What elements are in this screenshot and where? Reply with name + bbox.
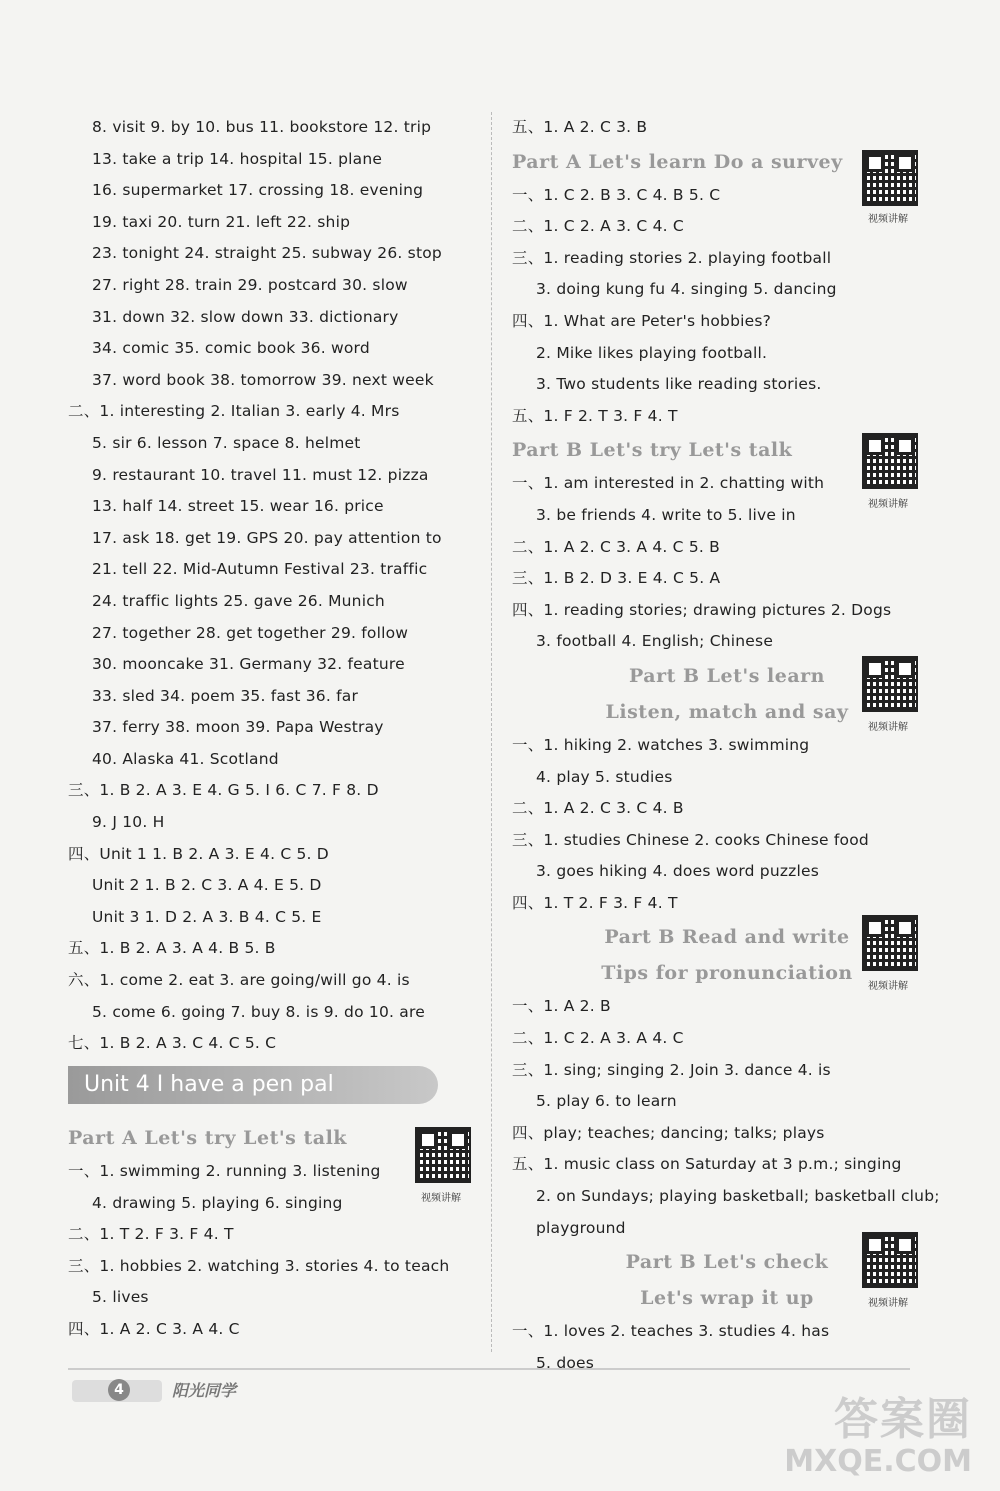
answer-line: 四、1. reading stories; drawing pictures 2. Dogs xyxy=(512,600,892,619)
answer-line: 3. goes hiking 4. does word puzzles xyxy=(536,862,820,881)
unit-banner: Unit 4 I have a pen pal xyxy=(68,1066,438,1104)
answer-line: 一、1. hiking 2. watches 3. swimming xyxy=(512,735,810,754)
section-heading: Part B Read and write xyxy=(604,926,850,949)
answer-line: 27. right 28. train 29. postcard 30. slow xyxy=(92,275,408,294)
answer-line: 四、1. What are Peter's hobbies? xyxy=(512,311,772,330)
answer-line: 二、1. A 2. C 3. A 4. C 5. B xyxy=(512,537,720,556)
answer-line: 3. doing kung fu 4. singing 5. dancing xyxy=(536,280,837,299)
answer-line: 9. J 10. H xyxy=(92,813,165,832)
answer-line: 34. comic 35. comic book 36. word xyxy=(92,339,370,358)
answer-line: 5. lives xyxy=(92,1288,149,1307)
section-heading: Part A Let's learn Do a survey xyxy=(512,150,843,173)
answer-line: 二、1. interesting 2. Italian 3. early 4. Mrs xyxy=(68,402,400,421)
page-number: 4 xyxy=(108,1379,130,1401)
answer-line: 13. take a trip 14. hospital 15. plane xyxy=(92,149,383,168)
footer-rule xyxy=(68,1368,910,1370)
answer-line: 40. Alaska 41. Scotland xyxy=(92,749,279,768)
answer-line: 二、1. A 2. C 3. C 4. B xyxy=(512,799,684,818)
answer-line: 一、1. A 2. B xyxy=(512,997,611,1016)
section-heading: Listen, match and say xyxy=(605,700,849,723)
answer-line: 30. mooncake 31. Germany 32. feature xyxy=(92,655,405,674)
answer-line: 五、1. F 2. T 3. F 4. T xyxy=(512,406,678,425)
watermark-title: 答案圈 xyxy=(834,1394,972,1445)
answer-line: 2. Mike likes playing football. xyxy=(536,343,768,362)
answer-line: 三、1. B 2. A 3. E 4. G 5. I 6. C 7. F 8. D xyxy=(68,781,379,800)
answer-line: 5. play 6. to learn xyxy=(536,1092,677,1111)
answer-line: 三、1. hobbies 2. watching 3. stories 4. to teach xyxy=(68,1256,450,1275)
answer-line: 4. drawing 5. playing 6. singing xyxy=(92,1193,343,1212)
answer-line: playground xyxy=(536,1218,626,1237)
answer-line: 13. half 14. street 15. wear 16. price xyxy=(92,497,384,516)
answer-line: 三、1. reading stories 2. playing football xyxy=(512,248,832,267)
answer-line: 四、1. T 2. F 3. F 4. T xyxy=(512,893,678,912)
qr-code-icon[interactable] xyxy=(862,433,918,489)
answer-line: 5. sir 6. lesson 7. space 8. helmet xyxy=(92,433,361,452)
qr-label: 视频讲解 xyxy=(421,1193,461,1204)
answer-line: Unit 2 1. B 2. C 3. A 4. E 5. D xyxy=(92,876,322,895)
answer-line: 23. tonight 24. straight 25. subway 26. stop xyxy=(92,244,442,263)
answer-line: 3. Two students like reading stories. xyxy=(536,375,822,394)
answer-line: 四、Unit 1 1. B 2. A 3. E 4. C 5. D xyxy=(68,844,329,863)
section-heading: Part A Let's try Let's talk xyxy=(68,1127,347,1149)
answer-line: 21. tell 22. Mid-Autumn Festival 23. traffic xyxy=(92,560,428,579)
answer-line: 33. sled 34. poem 35. fast 36. far xyxy=(92,686,359,705)
answer-line: 四、1. A 2. C 3. A 4. C xyxy=(68,1319,240,1338)
answer-line: 五、1. music class on Saturday at 3 p.m.; singing xyxy=(512,1155,902,1174)
answer-line: 4. play 5. studies xyxy=(536,767,673,786)
qr-code-icon[interactable] xyxy=(862,656,918,712)
answer-line: 七、1. B 2. A 3. C 4. C 5. C xyxy=(68,1034,277,1053)
section-heading: Part B Let's learn xyxy=(629,664,825,687)
answer-line: 5. come 6. going 7. buy 8. is 9. do 10. are xyxy=(92,1002,425,1021)
answer-line: 六、1. come 2. eat 3. are going/will go 4. is xyxy=(68,971,410,990)
answer-line: 24. traffic lights 25. gave 26. Munich xyxy=(92,591,385,610)
qr-label: 视频讲解 xyxy=(868,499,908,510)
qr-code-icon[interactable] xyxy=(862,915,918,971)
answer-line: 一、1. am interested in 2. chatting with xyxy=(512,474,825,493)
section-heading: Let's wrap it up xyxy=(640,1287,814,1310)
qr-code-icon[interactable] xyxy=(415,1127,471,1183)
qr-label: 视频讲解 xyxy=(868,214,908,225)
answer-line: 3. football 4. English; Chinese xyxy=(536,632,774,651)
answer-line: 16. supermarket 17. crossing 18. evening xyxy=(92,181,424,200)
answer-line: 一、1. swimming 2. running 3. listening xyxy=(68,1162,381,1180)
answer-line: 二、1. C 2. A 3. A 4. C xyxy=(512,1029,684,1048)
qr-label: 视频讲解 xyxy=(868,1298,908,1309)
answer-line: 二、1. T 2. F 3. F 4. T xyxy=(68,1225,234,1244)
section-heading: Part B Let's check xyxy=(625,1251,829,1274)
answer-line: 31. down 32. slow down 33. dictionary xyxy=(92,307,399,326)
column-divider xyxy=(491,112,492,1352)
watermark-url: MXQE.COM xyxy=(784,1444,972,1479)
qr-label: 视频讲解 xyxy=(868,981,908,992)
answer-line: 一、1. loves 2. teaches 3. studies 4. has xyxy=(512,1322,830,1341)
answer-line: 五、1. A 2. C 3. B xyxy=(512,118,648,136)
section-heading: Tips for pronunciation xyxy=(601,962,853,985)
answer-line: 27. together 28. get together 29. follow xyxy=(92,623,409,642)
answer-line: 一、1. C 2. B 3. C 4. B 5. C xyxy=(512,185,721,204)
answer-line: 17. ask 18. get 19. GPS 20. pay attention to xyxy=(92,528,442,547)
brand-logo: 阳光同学 xyxy=(172,1381,237,1400)
watermark xyxy=(784,1395,972,1479)
answer-line: 2. on Sundays; playing basketball; basketball club; xyxy=(536,1187,940,1206)
left-column xyxy=(68,112,478,1060)
right-column xyxy=(512,112,942,1379)
answer-line: Unit 3 1. D 2. A 3. B 4. C 5. E xyxy=(92,907,322,926)
answer-line: 37. word book 38. tomorrow 39. next week xyxy=(92,370,434,389)
answer-line: 三、1. studies Chinese 2. cooks Chinese food xyxy=(512,830,869,849)
answer-line: 五、1. B 2. A 3. A 4. B 5. B xyxy=(68,939,276,958)
answer-line: 二、1. C 2. A 3. C 4. C xyxy=(512,217,684,236)
answer-line: 37. ferry 38. moon 39. Papa Westray xyxy=(92,718,384,737)
answer-line: 5. does xyxy=(536,1353,595,1372)
section-heading: Part B Let's try Let's talk xyxy=(512,439,793,462)
answer-line: 三、1. B 2. D 3. E 4. C 5. A xyxy=(512,569,721,588)
answer-line: 19. taxi 20. turn 21. left 22. ship xyxy=(92,212,351,231)
qr-code-icon[interactable] xyxy=(862,1232,918,1288)
qr-code-icon[interactable] xyxy=(862,150,918,206)
answer-line: 3. be friends 4. write to 5. live in xyxy=(536,505,796,524)
answer-line: 三、1. sing; singing 2. Join 3. dance 4. is xyxy=(512,1060,831,1079)
answer-line: 四、play; teaches; dancing; talks; plays xyxy=(512,1123,825,1142)
answer-line: 8. visit 9. by 10. bus 11. bookstore 12. trip xyxy=(92,118,432,136)
answer-line: 9. restaurant 10. travel 11. must 12. pizza xyxy=(92,465,429,484)
qr-label: 视频讲解 xyxy=(868,722,908,733)
